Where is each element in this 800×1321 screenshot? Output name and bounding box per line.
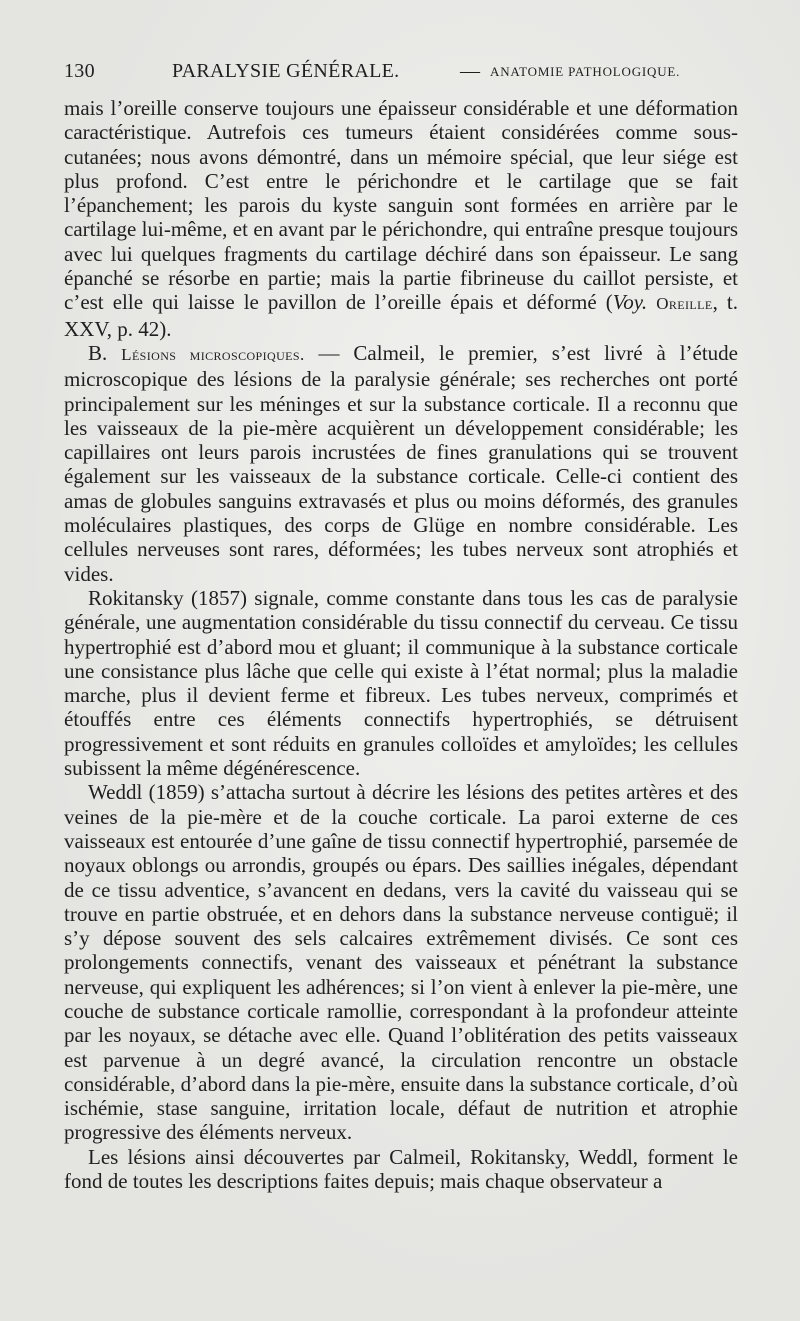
section-heading: Lésions microscopiques. — [121, 344, 305, 364]
paragraph-conclusion: Les lésions ainsi découvertes par Calmeil, Rokitansky, Weddl, forment le fond de toutes les descriptions faites depuis; mais chaque observateur a — [64, 1144, 738, 1194]
paragraph-lesions-microscopiques — [64, 341, 738, 586]
reference-oreille: Oreille — [656, 294, 713, 314]
paragraph-weddl: Weddl (1859) s’attacha surtout à décrire les lésions des petites artères et des veines de la pie-mère et de la couche corticale. La paroi externe de ces vaisseaux est entourée d’une gaîne de tissu connectif hypertrophié, parsemée de noyaux oblongs ou arrondis, groupés ou épars. Des saillies inégales, dépendant de ce tissu adventice, s’avancent en dedans, vers la cavité du vaisseau qui se trouve en partie obstruée, et en dehors dans la substance nerveuse contiguë; il s’y dépose souvent des sels calcaires extrêmement divisés. Ce sont ces prolongements connectifs, venant des vaisseaux et pénétrant la substance nerveuse, qui expliquent les adhérences; si l’on vient à enlever la pie-mère, une couche de substance corticale ramollie, correspondant à la profondeur atteinte par les noyaux, se détache avec elle. Quand l’oblitération des petits vaisseaux est parvenue à un degré avancé, la circulation rencontre un obstacle considérable, d’abord dans la pie-mère, ensuite dans la substance corticale, d’où ischémie, stase sanguine, irritation locale, défaut de nutrition et atrophie progressive des éléments nerveux. — [64, 780, 738, 1145]
paragraph-text: mais l’oreille conserve toujours une épaisseur considérable et une déformation caractéristique. Autrefois ces tumeurs étaient considérées comme sous-cutanées; nous avons démontré, dans un mémoire spécial, que leur siége est plus profond. C’est entre le périchondre et le cartilage que se fait l’épanchement; les parois du kyste sanguin sont formées en arrière par le cartilage lui-même, et en avant par le périchondre, qui entraîne presque toujours avec lui quelques fragments du cartilage déchiré dans son épaisseur. Le sang épanché se résorbe en partie; mais la partie fibrineuse du caillot persiste, et c’est elle qui laisse le pavillon de l’oreille épais et déformé ( — [64, 96, 738, 315]
paragraph-text: — Calmeil, le premier, s’est livré à l’étude microscopique des lésions de la paralysie générale; ses recherches ont porté principalement sur les méninges et sur la substance corticale. Il a reconnu que les vaisseaux de la pie-mère acquièrent un développement considérable; les capillaires ont leurs parois incrustées de fines granulations qui se trouvent également sur les vaisseaux de la substance corticale. Celle-ci contient des amas de globules sanguins extravasés et plus ou moins déformés, des granules moléculaires plastiques, des corps de Glüge en nombre considérable. Les cellules nerveuses sont rares, déformées; les tubes nerveux sont atrophiés et vides. — [64, 340, 739, 586]
reference-volume: , t. XXV, p. 42). — [64, 290, 739, 341]
paragraph-rokitansky: Rokitansky (1857) signale, comme constante dans tous les cas de paralysie générale, une augmentation considérable du tissu connectif du cerveau. Ce tissu hypertrophié est d’abord mou et gluant; il communique à la substance corticale une consistance plus lâche que celle qui existe à l’état normal; plus la maladie marche, plus il devient ferme et fibreux. Les tubes nerveux, comprimés et étouffés entre ces éléments connectifs hypertrophiés, se détruisent progressivement et sont réduits en granules colloïdes et amyloïdes; les cellules subissent la même dégénérescence. — [64, 585, 738, 781]
running-header — [64, 60, 736, 88]
reference-voy: Voy. — [612, 290, 648, 315]
section-label: B. — [88, 340, 122, 365]
paragraph-continuation — [64, 96, 738, 341]
section-title: ANATOMIE PATHOLOGIQUE. — [490, 64, 681, 79]
header-separator: — — [460, 60, 481, 82]
page-number: 130 — [64, 60, 95, 82]
running-title: PARALYSIE GÉNÉRALE. — [172, 60, 400, 82]
page-body — [64, 96, 738, 1193]
